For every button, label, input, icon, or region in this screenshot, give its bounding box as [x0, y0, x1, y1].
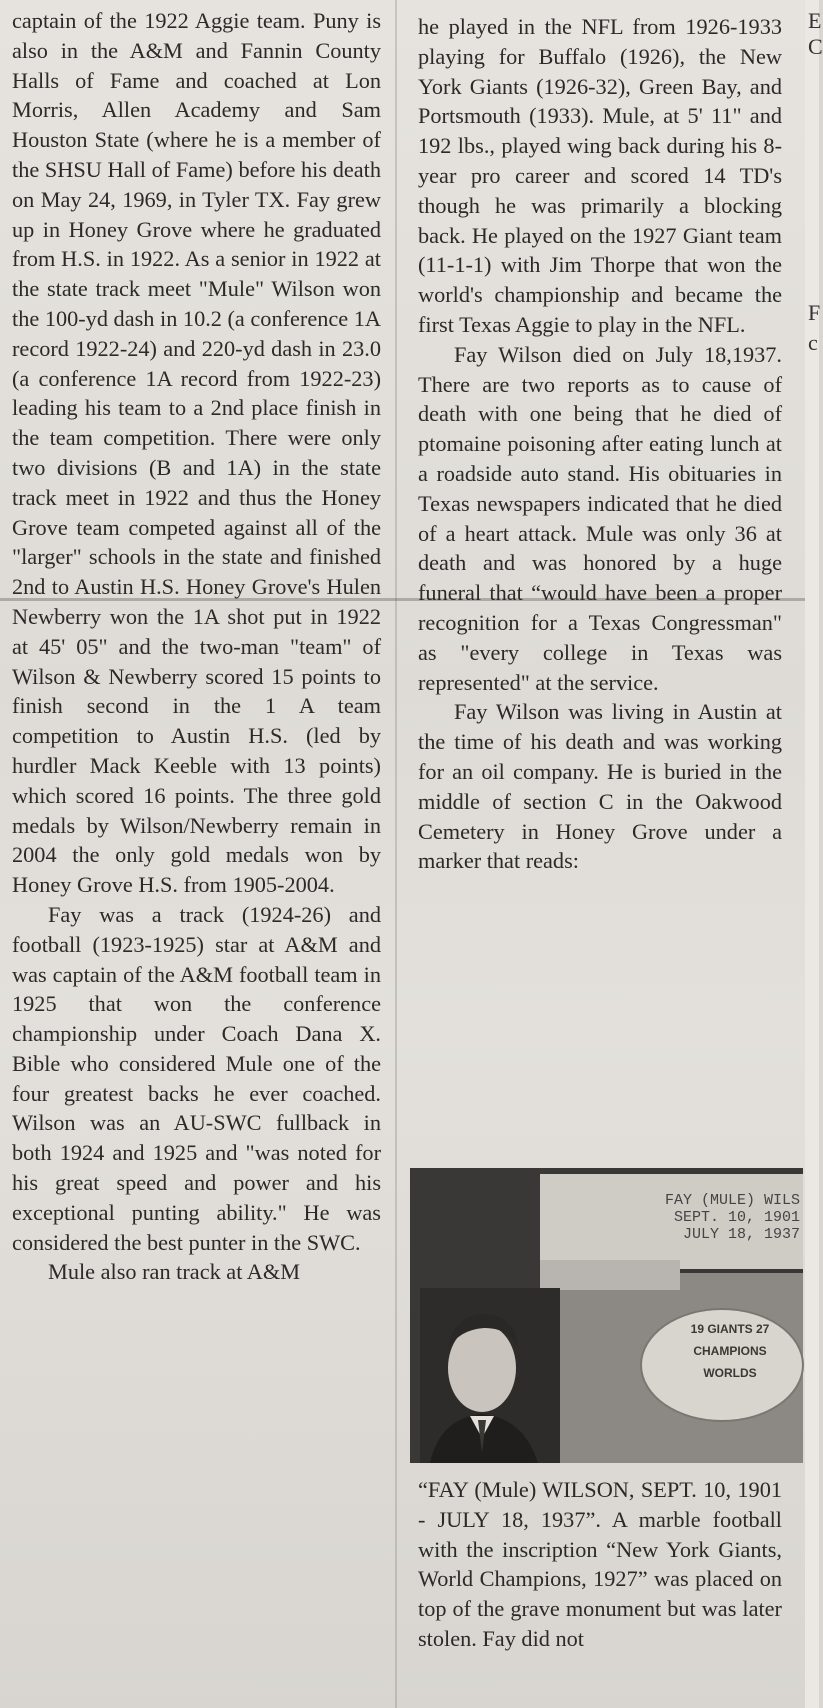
left-paragraph-3: Mule also ran track at A&M [48, 1259, 301, 1285]
football-line: CHAMPIONS [693, 1344, 767, 1358]
inscription-line: JULY 18, 1937 [682, 1226, 800, 1243]
left-column [12, 6, 381, 1287]
grave-marker-photo [410, 1168, 803, 1463]
right-paragraph-1: he played in the NFL from 1926-1933 playing for Buffalo (1926), the New York Giants (1926-32), Green Bay, and Portsmouth (1933). Mule, at 5' 11" and 192 lbs., played wing back during his 8-year pro career and scored 14 TD's though he was primarily a blocking back. He played on the 1927 Giant team (11-1-1) with Jim Thorpe that won the world's championship and became the first Texas Aggie to play in the NFL. [418, 14, 782, 337]
column-gutter [395, 0, 397, 1708]
adjacent-column-edge [805, 0, 823, 1708]
photo-caption-block [418, 1475, 782, 1654]
monument-step [540, 1260, 680, 1290]
right-paragraph-3: Fay Wilson was living in Austin at the time of his death and was working for an oil company. He is buried in the middle of section C in the Oakwood Cemetery in Honey Grove under a marker that reads: [418, 699, 782, 874]
right-column [418, 12, 782, 876]
edge-letter: C [808, 34, 823, 59]
inscription-line: SEPT. 10, 1901 [673, 1209, 800, 1226]
headstone-inscription [585, 1192, 800, 1243]
edge-letter: F [808, 300, 821, 325]
right-paragraph-2: Fay Wilson died on July 18,1937. There are two reports as to cause of death with one being that he died of ptomaine poisoning after eating lunch at a roadside auto stand. His obituaries in Texas newspapers indicated that he died of a heart attack. Mule was only 36 at death and was honored by a huge funeral that “would have been a proper recognition for a Texas Congressman" as "every college in Texas was represented" at the service. [418, 341, 782, 695]
football-line: 19 GIANTS 27 [690, 1322, 770, 1336]
left-paragraph-2: Fay was a track (1924-26) and football (1923-1925) star at A&M and was captain of the A&M football team in 1925 that won the conference championship under Coach Dana X. Bible who considered Mule one of the four greatest backs he ever coached. Wilson was an AU-SWC fullback in both 1924 and 1925 and "was noted for his great speed and power and his exceptional punting ability." He was considered the best punter in the SWC. [12, 901, 381, 1255]
left-paragraph-1: captain of the 1922 Aggie team. Puny is also in the A&M and Fannin County Halls of Fame and coached at Lon Morris, Allen Academy and Sam Houston State (where he is a member of the SHSU Hall of Fame) before his death on May 24, 1969, in Tyler TX. Fay grew up in Honey Grove where he graduated from H.S. in 1922. As a senior in 1922 at the state track meet "Mule" Wilson won the 100-yd dash in 10.2 (a conference 1A record 1922-24) and 220-yd dash in 23.0 (a conference 1A record from 1922-23) leading his team to a 2nd place finish in the team competition. There were only two divisions (B and 1A) in the state track meet in 1922 and thus the Honey Grove team competed against all of the "larger" schools in the state and finished 2nd to Austin H.S. Honey Grove's Hulen Newberry won the 1A shot put in 1922 at 45' 05" and the two-man "team" of Wilson & Newberry scored 15 points to finish second in the 1 A team competition to Austin H.S. (led by hurdler Mack Keeble with 13 points) which scored 16 points. The three gold medals by Wilson/Newberry remain in 2004 the only gold medals won by Honey Grove H.S. from 1905-2004. [12, 8, 382, 898]
edge-letter: c [808, 330, 818, 355]
photo-caption: “FAY (Mule) WILSON, SEPT. 10, 1901 - JULY 18, 1937”. A marble football with the inscription “New York Giants, World Champions, 1927” was placed on top of the grave monument but was later stolen. Fay did not [418, 1477, 782, 1651]
football-line: WORLDS [703, 1366, 757, 1380]
inscription-line: FAY (MULE) WILS [664, 1192, 800, 1209]
football-inscription [670, 1318, 790, 1384]
edge-letter: E [808, 8, 822, 33]
portrait-image [420, 1288, 560, 1463]
